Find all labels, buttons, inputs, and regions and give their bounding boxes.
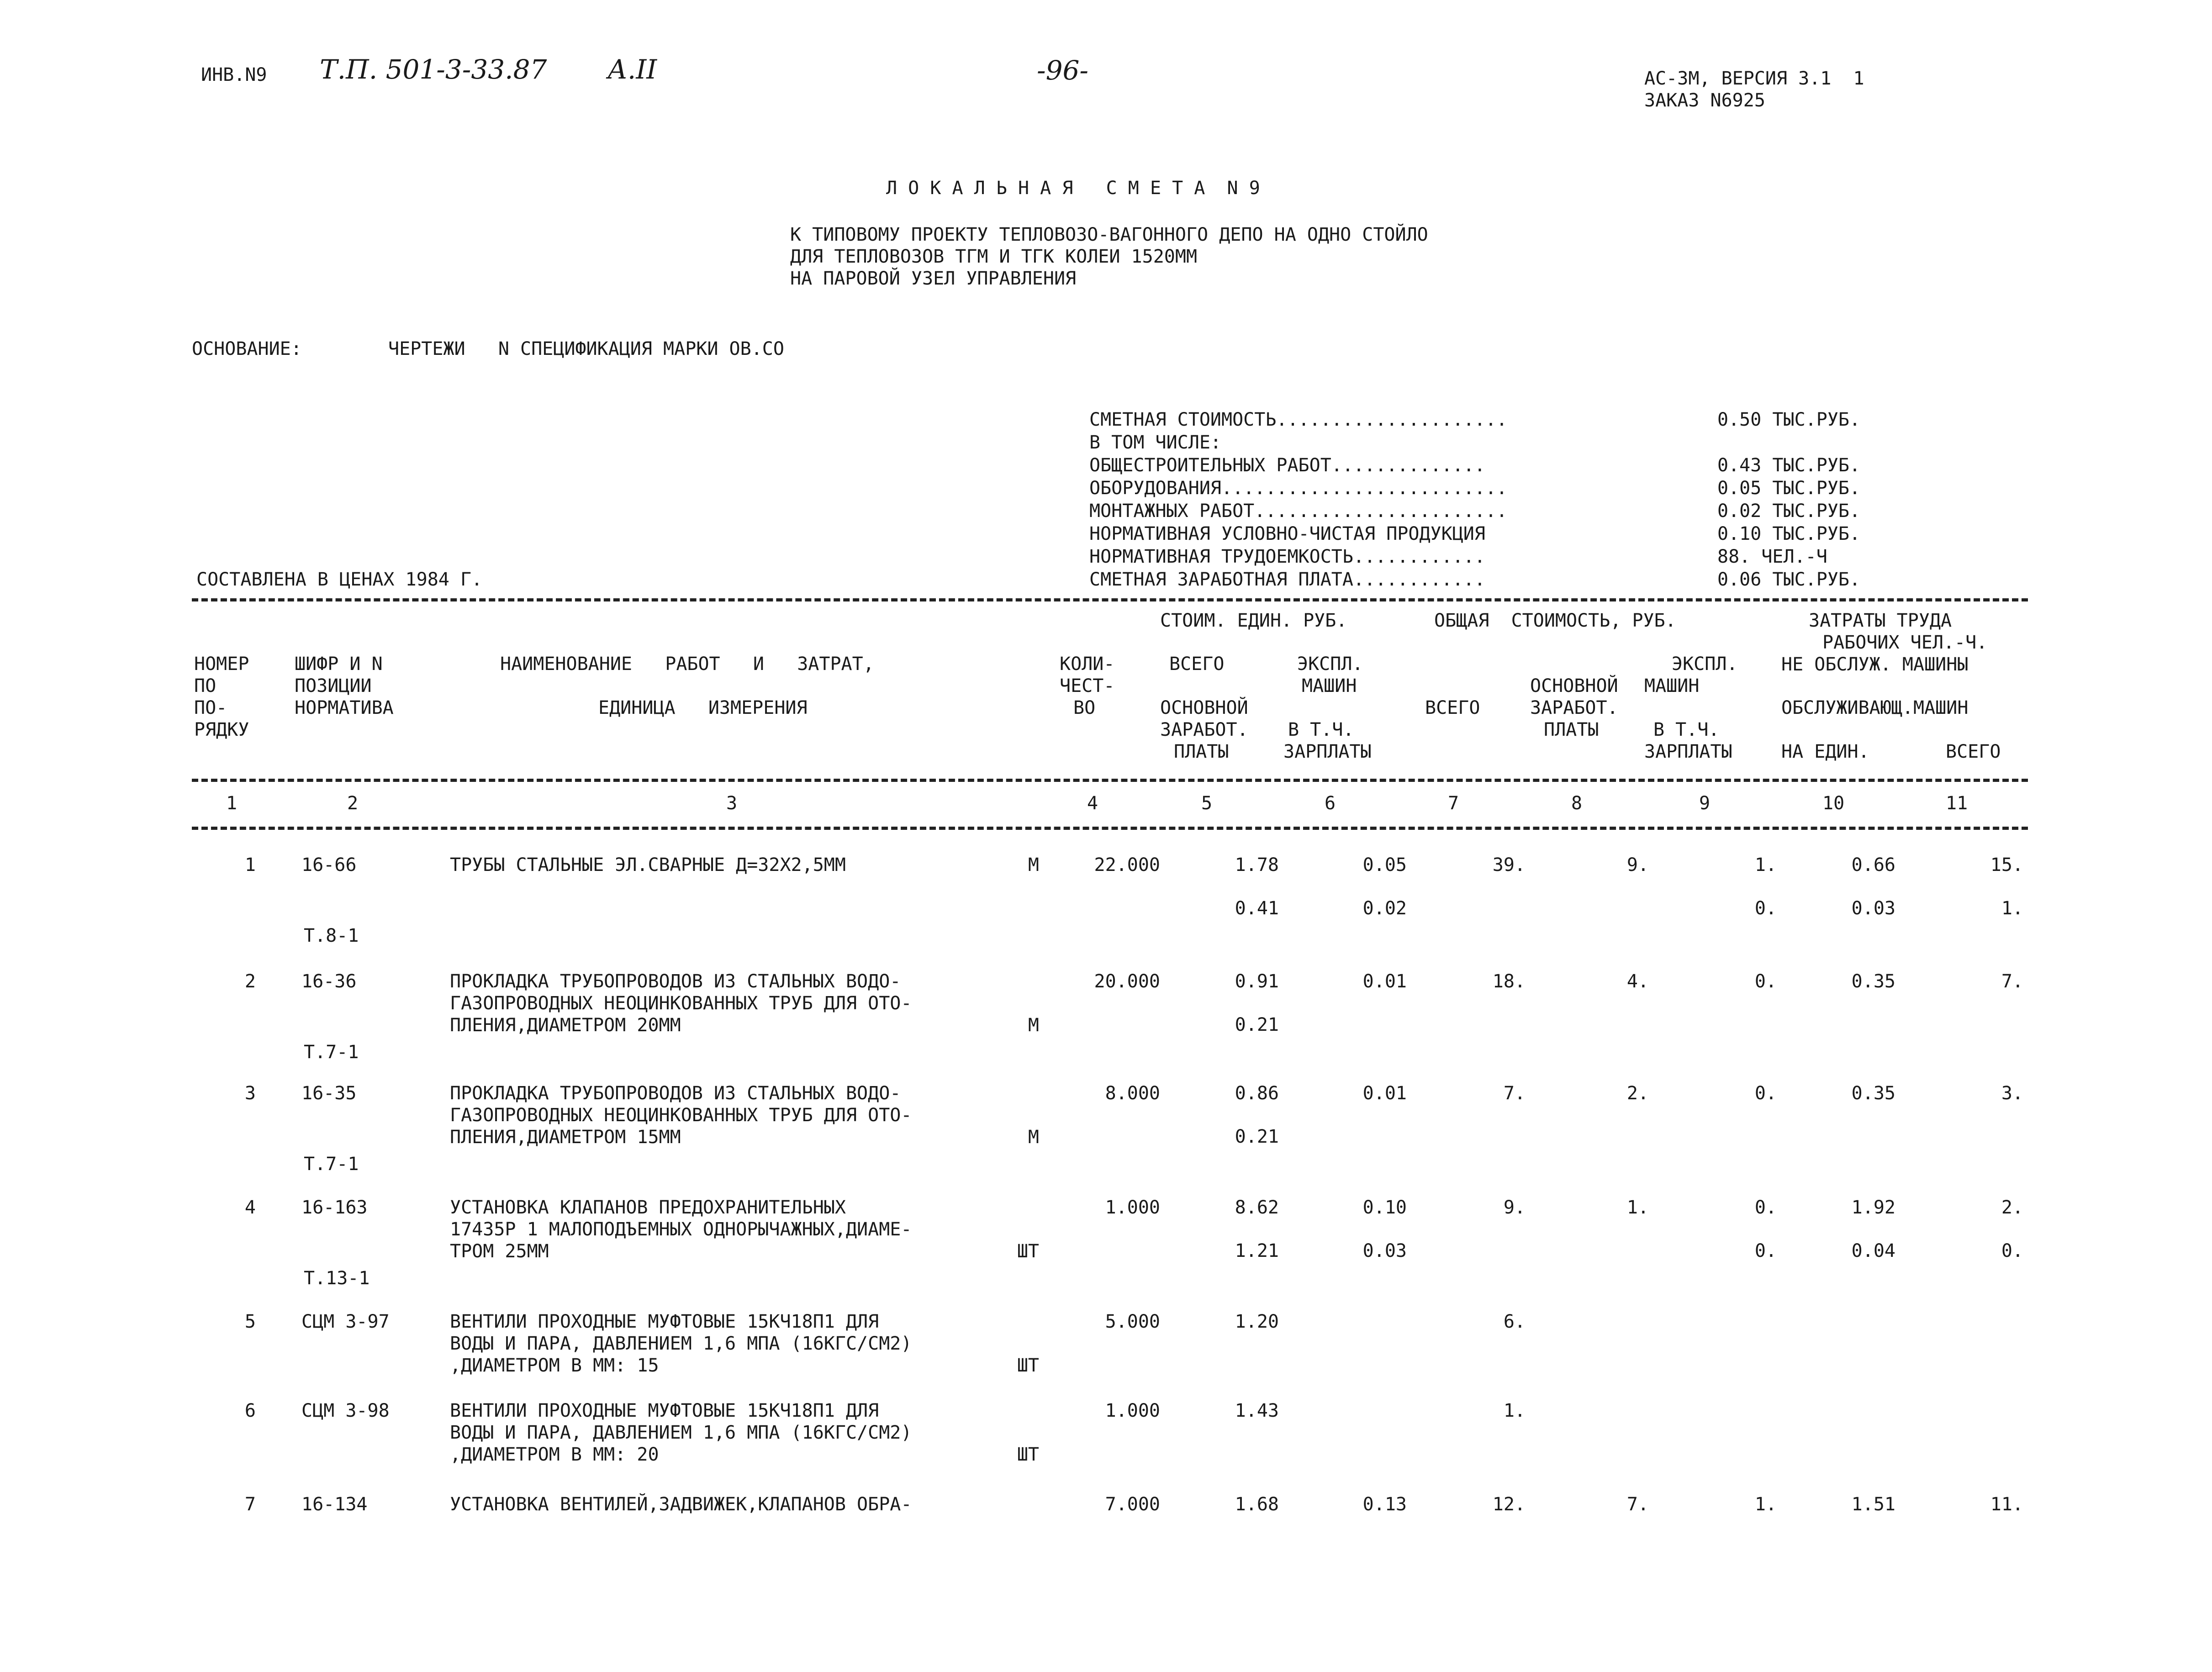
unit-of-measure: ШТ: [1017, 1444, 1039, 1465]
unit-cost-wage: 1.21: [1235, 1240, 1279, 1261]
work-name-line: ВЕНТИЛИ ПРОХОДНЫЕ МУФТОВЫЕ 15КЧ18П1 ДЛЯ: [450, 1311, 879, 1332]
header-cell: ВСЕГО: [1946, 741, 2001, 762]
total-machine-wage: 0.: [1754, 1240, 1777, 1261]
header-cell: ЗАТРАТЫ ТРУДА: [1809, 610, 1952, 631]
header-cell: СТОИМ. ЕДИН. РУБ.: [1160, 610, 1347, 631]
unit-of-measure: М: [1028, 1127, 1039, 1148]
quantity: 5.000: [1105, 1311, 1160, 1332]
inventory-number: ИНВ.N9: [201, 64, 267, 85]
column-number: 1: [226, 793, 238, 814]
unit-of-measure: М: [1028, 1015, 1039, 1036]
header-cell: ШИФР И N: [295, 654, 383, 675]
header-cell: ЗАРПЛАТЫ: [1283, 741, 1372, 762]
row-number: 3: [244, 1083, 256, 1104]
album-number: А.II: [607, 54, 657, 85]
row-number: 7: [244, 1494, 256, 1515]
labor-per-unit: 1.92: [1851, 1197, 1895, 1218]
norm-code: 16-134: [301, 1494, 368, 1515]
work-name-line: ТРОМ 25ММ: [450, 1241, 549, 1262]
header-cell: РАБОЧИХ ЧЕЛ.-Ч.: [1822, 632, 1988, 653]
order-number: ЗАКАЗ N6925: [1644, 90, 1765, 111]
price-level-note: СОСТАВЛЕНА В ЦЕНАХ 1984 Г.: [196, 569, 483, 590]
unit-cost-machines: 0.01: [1362, 971, 1407, 992]
unit-cost-total: 0.86: [1235, 1083, 1279, 1104]
total-wage: 9.: [1626, 854, 1649, 876]
total-machine-wage: 0.: [1754, 898, 1777, 919]
labor-total-machines: 0.: [2001, 1240, 2023, 1261]
summary-value: 0.43 ТЫС.РУБ.: [1717, 455, 1861, 476]
work-name-line: УСТАНОВКА КЛАПАНОВ ПРЕДОХРАНИТЕЛЬНЫХ: [450, 1197, 846, 1218]
total-wage: 2.: [1626, 1083, 1649, 1104]
page-number: -96-: [1037, 55, 1088, 86]
total-wage: 1.: [1626, 1197, 1649, 1218]
header-cell: НАИМЕНОВАНИЕ РАБОТ И ЗАТРАТ,: [500, 654, 874, 675]
labor-total: 11.: [1990, 1494, 2023, 1515]
unit-cost-wage: 0.41: [1235, 898, 1279, 919]
work-name-line: ,ДИАМЕТРОМ В ММ: 15: [450, 1355, 659, 1376]
labor-per-unit-machines: 0.04: [1851, 1240, 1895, 1261]
work-name-line: ПРОКЛАДКА ТРУБОПРОВОДОВ ИЗ СТАЛЬНЫХ ВОДО-: [450, 1083, 901, 1104]
header-cell: ОБСЛУЖИВАЮЩ.МАШИН: [1781, 697, 1969, 718]
row-number: 4: [244, 1197, 256, 1218]
table-rule: [192, 827, 2028, 830]
norm-reference: Т.7-1: [304, 1154, 359, 1175]
unit-of-measure: ШТ: [1017, 1241, 1039, 1262]
quantity: 1.000: [1105, 1197, 1160, 1218]
total-cost: 18.: [1492, 971, 1526, 992]
work-name-line: ПЛЕНИЯ,ДИАМЕТРОМ 20ММ: [450, 1015, 681, 1036]
summary-value: 0.05 ТЫС.РУБ.: [1717, 478, 1861, 499]
header-cell: ЭКСПЛ.: [1672, 654, 1738, 675]
labor-total: 7.: [2001, 971, 2023, 992]
work-name-line: ПЛЕНИЯ,ДИАМЕТРОМ 15ММ: [450, 1127, 681, 1148]
summary-value: 0.06 ТЫС.РУБ.: [1717, 569, 1861, 590]
summary-value: 0.50 ТЫС.РУБ.: [1717, 409, 1861, 430]
total-machines: 0.: [1754, 971, 1777, 992]
work-name-line: ТРУБЫ СТАЛЬНЫЕ ЭЛ.СВАРНЫЕ Д=32Х2,5ММ: [450, 854, 846, 876]
labor-per-unit-machines: 0.03: [1851, 898, 1895, 919]
total-cost: 12.: [1492, 1494, 1526, 1515]
work-name-line: ПРОКЛАДКА ТРУБОПРОВОДОВ ИЗ СТАЛЬНЫХ ВОДО-: [450, 971, 901, 992]
summary-label: ОБЩЕСТРОИТЕЛЬНЫХ РАБОТ..............: [1089, 455, 1485, 476]
table-rule: [192, 779, 2028, 782]
unit-cost-machines: 0.01: [1362, 1083, 1407, 1104]
header-cell: ЗАРПЛАТЫ: [1644, 741, 1732, 762]
table-rule: [192, 598, 2028, 601]
header-cell: ВСЕГО: [1169, 654, 1225, 675]
title-line-1: К ТИПОВОМУ ПРОЕКТУ ТЕПЛОВОЗО-ВАГОННОГО ДЕПО НА ОДНО СТОЙЛО: [790, 224, 1428, 245]
header-cell: ПЛАТЫ: [1544, 719, 1599, 740]
header-cell: ПОЗИЦИИ: [295, 675, 372, 696]
norm-reference: Т.8-1: [304, 925, 359, 946]
labor-total: 2.: [2001, 1197, 2023, 1218]
header-cell: ЭКСПЛ.: [1297, 654, 1363, 675]
summary-label: МОНТАЖНЫХ РАБОТ.......................: [1089, 501, 1508, 522]
row-number: 1: [244, 854, 256, 876]
header-cell: ЗАРАБОТ.: [1160, 719, 1248, 740]
unit-of-measure: ШТ: [1017, 1355, 1039, 1376]
labor-per-unit: 1.51: [1851, 1494, 1895, 1515]
header-cell: НОМЕР: [194, 654, 249, 675]
summary-label: В ТОМ ЧИСЛЕ:: [1089, 432, 1221, 453]
summary-value: 88. ЧЕЛ.-Ч: [1717, 546, 1827, 567]
quantity: 7.000: [1105, 1494, 1160, 1515]
header-cell: РЯДКУ: [194, 719, 249, 740]
work-name-line: ВОДЫ И ПАРА, ДАВЛЕНИЕМ 1,6 МПА (16КГС/СМ2): [450, 1333, 912, 1354]
header-cell: ЧЕСТ-: [1060, 675, 1115, 696]
column-number: 9: [1699, 793, 1710, 814]
unit-cost-machines: 0.13: [1362, 1494, 1407, 1515]
unit-cost-total: 1.78: [1235, 854, 1279, 876]
total-machines: 0.: [1754, 1083, 1777, 1104]
quantity: 20.000: [1094, 971, 1160, 992]
total-cost: 7.: [1503, 1083, 1526, 1104]
total-machines: 0.: [1754, 1197, 1777, 1218]
total-cost: 9.: [1503, 1197, 1526, 1218]
column-number: 10: [1822, 793, 1845, 814]
row-number: 2: [244, 971, 256, 992]
labor-per-unit: 0.35: [1851, 971, 1895, 992]
unit-of-measure: М: [1028, 854, 1039, 876]
summary-label: ОБОРУДОВАНИЯ..........................: [1089, 478, 1508, 499]
title-line-2: ДЛЯ ТЕПЛОВОЗОВ ТГМ И ТГК КОЛЕИ 1520ММ: [790, 246, 1198, 267]
total-machines: 1.: [1754, 1494, 1777, 1515]
header-cell: ВО: [1073, 697, 1096, 718]
header-cell: В Т.Ч.: [1653, 719, 1720, 740]
unit-cost-total: 1.68: [1235, 1494, 1279, 1515]
labor-per-unit: 0.66: [1851, 854, 1895, 876]
column-number: 3: [726, 793, 738, 814]
norm-code: 16-163: [301, 1197, 368, 1218]
title-line-3: НА ПАРОВОЙ УЗЕЛ УПРАВЛЕНИЯ: [790, 268, 1077, 289]
header-cell: МАШИН: [1644, 675, 1700, 696]
unit-cost-wage: 0.21: [1235, 1126, 1279, 1147]
column-number: 7: [1448, 793, 1459, 814]
work-name-line: ВЕНТИЛИ ПРОХОДНЫЕ МУФТОВЫЕ 15КЧ18П1 ДЛЯ: [450, 1400, 879, 1421]
unit-cost-total: 1.20: [1235, 1311, 1279, 1332]
norm-code: 16-66: [301, 854, 357, 876]
unit-cost-total: 1.43: [1235, 1400, 1279, 1421]
work-name-line: 17435Р 1 МАЛОПОДЪЕМНЫХ ОДНОРЫЧАЖНЫХ,ДИАМЕ-: [450, 1219, 912, 1240]
summary-value: 0.10 ТЫС.РУБ.: [1717, 523, 1861, 544]
norm-reference: Т.13-1: [304, 1268, 370, 1289]
column-number: 2: [347, 793, 359, 814]
basis-value: ЧЕРТЕЖИ N СПЕЦИФИКАЦИЯ МАРКИ ОВ.СО: [388, 338, 784, 359]
work-name-line: ГАЗОПРОВОДНЫХ НЕОЦИНКОВАННЫХ ТРУБ ДЛЯ ОТО-: [450, 1105, 912, 1126]
unit-cost-machine-wage: 0.03: [1362, 1240, 1407, 1261]
labor-total: 3.: [2001, 1083, 2023, 1104]
summary-label: СМЕТНАЯ СТОИМОСТЬ.....................: [1089, 409, 1508, 430]
summary-label: НОРМАТИВНАЯ ТРУДОЕМКОСТЬ............: [1089, 546, 1485, 567]
work-name-line: ,ДИАМЕТРОМ В ММ: 20: [450, 1444, 659, 1465]
norm-code: СЦМ 3-97: [301, 1311, 390, 1332]
total-wage: 7.: [1626, 1494, 1649, 1515]
quantity: 22.000: [1094, 854, 1160, 876]
header-cell: В Т.Ч.: [1288, 719, 1354, 740]
header-cell: ПО-: [194, 697, 227, 718]
unit-cost-total: 0.91: [1235, 971, 1279, 992]
unit-cost-machines: 0.05: [1362, 854, 1407, 876]
header-cell: ЕДИНИЦА ИЗМЕРЕНИЯ: [598, 697, 808, 718]
work-name-line: ВОДЫ И ПАРА, ДАВЛЕНИЕМ 1,6 МПА (16КГС/СМ2): [450, 1422, 912, 1443]
header-cell: ОСНОВНОЙ: [1160, 697, 1248, 718]
header-cell: НА ЕДИН.: [1781, 741, 1869, 762]
quantity: 8.000: [1105, 1083, 1160, 1104]
document-title: Л О К А Л Ь Н А Я С М Е Т А N 9: [886, 178, 1260, 199]
total-cost: 1.: [1503, 1400, 1526, 1421]
total-machines: 1.: [1754, 854, 1777, 876]
summary-label: СМЕТНАЯ ЗАРАБОТНАЯ ПЛАТА............: [1089, 569, 1485, 590]
norm-code: 16-35: [301, 1083, 357, 1104]
unit-cost-total: 8.62: [1235, 1197, 1279, 1218]
work-name-line: ГАЗОПРОВОДНЫХ НЕОЦИНКОВАННЫХ ТРУБ ДЛЯ ОТО-: [450, 993, 912, 1014]
header-cell: НЕ ОБСЛУЖ. МАШИНЫ: [1781, 654, 1969, 675]
summary-value: 0.02 ТЫС.РУБ.: [1717, 501, 1861, 522]
labor-total-machines: 1.: [2001, 898, 2023, 919]
work-name-line: УСТАНОВКА ВЕНТИЛЕЙ,ЗАДВИЖЕК,КЛАПАНОВ ОБРА-: [450, 1494, 912, 1515]
summary-label: НОРМАТИВНАЯ УСЛОВНО-ЧИСТАЯ ПРОДУКЦИЯ: [1089, 523, 1485, 544]
header-cell: ЗАРАБОТ.: [1530, 697, 1618, 718]
total-cost: 39.: [1492, 854, 1526, 876]
project-code: Т.П. 501-3-33.87: [320, 54, 547, 85]
header-cell: КОЛИ-: [1060, 654, 1115, 675]
total-cost: 6.: [1503, 1311, 1526, 1332]
row-number: 5: [244, 1311, 256, 1332]
unit-cost-machine-wage: 0.02: [1362, 898, 1407, 919]
unit-cost-machines: 0.10: [1362, 1197, 1407, 1218]
header-cell: НОРМАТИВА: [295, 697, 394, 718]
column-number: 8: [1571, 793, 1583, 814]
labor-total: 15.: [1990, 854, 2023, 876]
header-cell: ОБЩАЯ СТОИМОСТЬ, РУБ.: [1434, 610, 1676, 631]
unit-cost-wage: 0.21: [1235, 1014, 1279, 1035]
column-number: 5: [1201, 793, 1213, 814]
norm-code: СЦМ 3-98: [301, 1400, 390, 1421]
basis-label: ОСНОВАНИЕ:: [192, 338, 302, 359]
total-wage: 4.: [1626, 971, 1649, 992]
norm-code: 16-36: [301, 971, 357, 992]
labor-per-unit: 0.35: [1851, 1083, 1895, 1104]
column-number: 6: [1325, 793, 1336, 814]
norm-reference: Т.7-1: [304, 1042, 359, 1063]
header-cell: ПЛАТЫ: [1174, 741, 1229, 762]
header-cell: ПО: [194, 675, 216, 696]
program-version: АС-3М, ВЕРСИЯ 3.1 1: [1644, 68, 1864, 89]
header-cell: ВСЕГО: [1425, 697, 1480, 718]
header-cell: ОСНОВНОЙ: [1530, 675, 1618, 696]
header-cell: МАШИН: [1302, 675, 1357, 696]
row-number: 6: [244, 1400, 256, 1421]
quantity: 1.000: [1105, 1400, 1160, 1421]
column-number: 11: [1946, 793, 1968, 814]
column-number: 4: [1087, 793, 1098, 814]
